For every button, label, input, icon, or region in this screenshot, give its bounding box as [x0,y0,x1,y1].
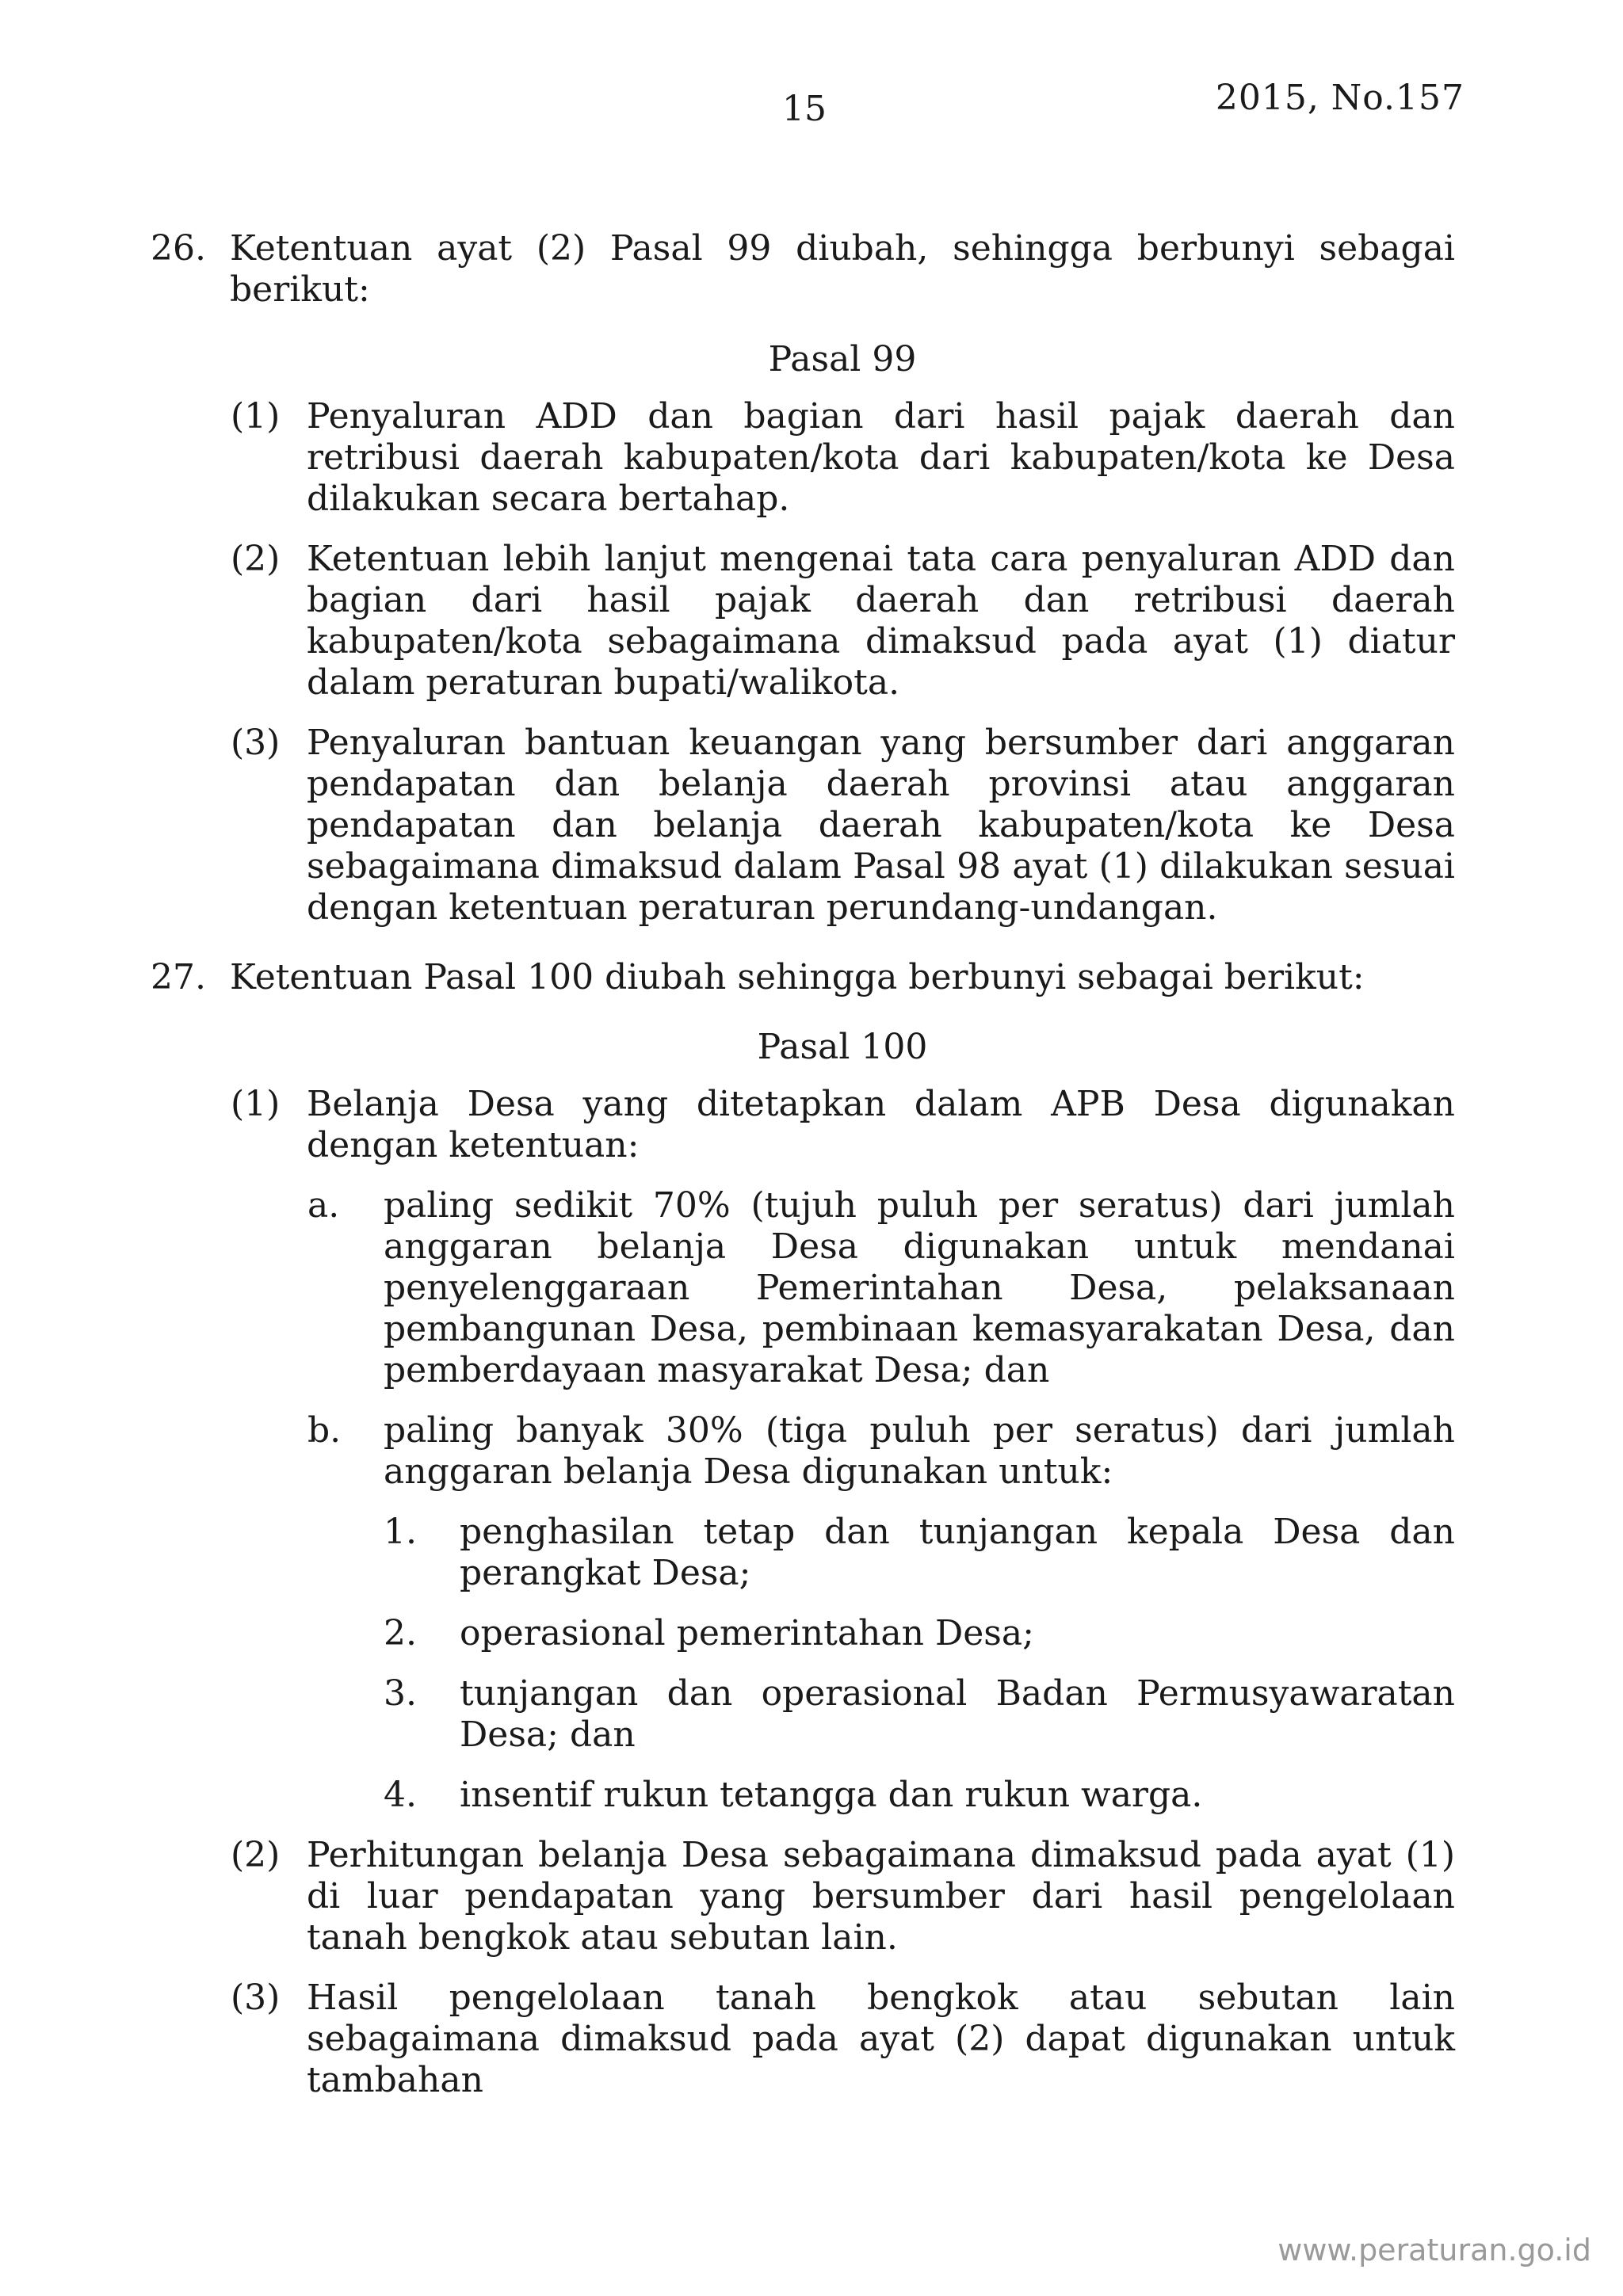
item-text: Ketentuan ayat (2) Pasal 99 diubah, sehingga berbunyi sebagai berikut: [230,228,1455,310]
paragraph-text: Perhitungan belanja Desa sebagaimana dimaksud pada ayat (1) di luar pendapatan yang bersumber dari hasil pengelolaan tanah bengkok atau sebutan lain. [307,1835,1455,1958]
paragraph-text: Penyaluran bantuan keuangan yang bersumber dari anggaran pendapatan dan belanja daerah provinsi atau anggaran pendapatan dan belanja daerah kabupaten/kota ke Desa sebagaimana dimaksud dalam Pasal 98 ayat (1) dilakukan sesuai dengan ketentuan peraturan perundang-undangan. [307,723,1455,928]
sub-item-a [307,1185,1455,1391]
sub-sub-item-text: insentif rukun tetangga dan rukun warga. [460,1775,1203,1815]
sub-item-letter: b. [307,1410,342,1451]
sub-sub-item-4 [384,1775,1455,1816]
sub-sub-item-number: 3. [384,1673,417,1714]
sub-sub-item-2 [384,1613,1455,1654]
article-99-paragraph-3 [231,723,1455,929]
page-number: 15 [782,89,827,129]
paragraph-text: Belanja Desa yang ditetapkan dalam APB Desa digunakan dengan ketentuan: [307,1084,1455,1165]
document-body [0,228,1623,2101]
sub-sub-item-number: 4. [384,1775,417,1815]
paragraph-text: Hasil pengelolaan tanah bengkok atau sebutan lain sebagaimana dimaksud pada ayat (2) dapat digunakan untuk tambahan [307,1978,1455,2100]
article-100-paragraph-1 [231,1084,1455,1166]
paragraph-text: Ketentuan lebih lanjut mengenai tata cara penyaluran ADD dan bagian dari hasil pajak daerah dan retribusi daerah kabupaten/kota sebagaimana dimaksud pada ayat (1) diatur dalam peraturan bupati/walikota. [307,539,1455,703]
sub-item-b [307,1410,1455,1493]
article-99-paragraph-1 [231,396,1455,520]
sub-sub-item-3 [384,1673,1455,1756]
amendment-item-26 [151,228,1455,311]
item-number: 27. [151,957,206,997]
article-100-paragraph-2 [231,1835,1455,1958]
article-heading-99: Pasal 99 [768,339,917,379]
paragraph-number: (2) [231,1835,281,1875]
sub-sub-item-text: penghasilan tetap dan tunjangan kepala Desa dan perangkat Desa; [460,1512,1455,1593]
paragraph-number: (1) [231,396,281,437]
article-heading-100: Pasal 100 [757,1027,928,1067]
sub-sub-item-1 [384,1512,1455,1594]
paragraph-number: (1) [231,1084,281,1124]
sub-sub-item-number: 1. [384,1512,417,1552]
paragraph-text: Penyaluran ADD dan bagian dari hasil pajak daerah dan retribusi daerah kabupaten/kota dari kabupaten/kota ke Desa dilakukan secara bertahap. [307,396,1455,519]
document-reference: 2015, No.157 [1215,78,1465,118]
sub-item-text: paling banyak 30% (tiga puluh per seratus) dari jumlah anggaran belanja Desa digunakan untuk: [384,1410,1455,1492]
article-100-paragraph-3 [231,1978,1455,2101]
paragraph-number: (2) [231,539,281,579]
paragraph-number: (3) [231,1978,281,2018]
sub-sub-item-text: tunjangan dan operasional Badan Permusyawaratan Desa; dan [460,1673,1455,1755]
sub-sub-item-number: 2. [384,1613,417,1653]
item-text: Ketentuan Pasal 100 diubah sehingga berbunyi sebagai berikut: [230,957,1365,997]
item-number: 26. [151,228,206,269]
source-watermark: www.peraturan.go.id [1277,2233,1591,2267]
sub-sub-item-text: operasional pemerintahan Desa; [460,1613,1034,1653]
amendment-item-27 [151,957,1455,998]
sub-item-text: paling sedikit 70% (tujuh puluh per seratus) dari jumlah anggaran belanja Desa digunakan untuk mendanai penyelenggaraan Pemerintahan Desa, pelaksanaan pembangunan Desa, pembinaan kemasyarakatan Desa, dan pemberdayaan masyarakat Desa; dan [384,1185,1455,1390]
sub-item-letter: a. [307,1185,340,1226]
paragraph-number: (3) [231,723,281,763]
article-99-paragraph-2 [231,539,1455,704]
